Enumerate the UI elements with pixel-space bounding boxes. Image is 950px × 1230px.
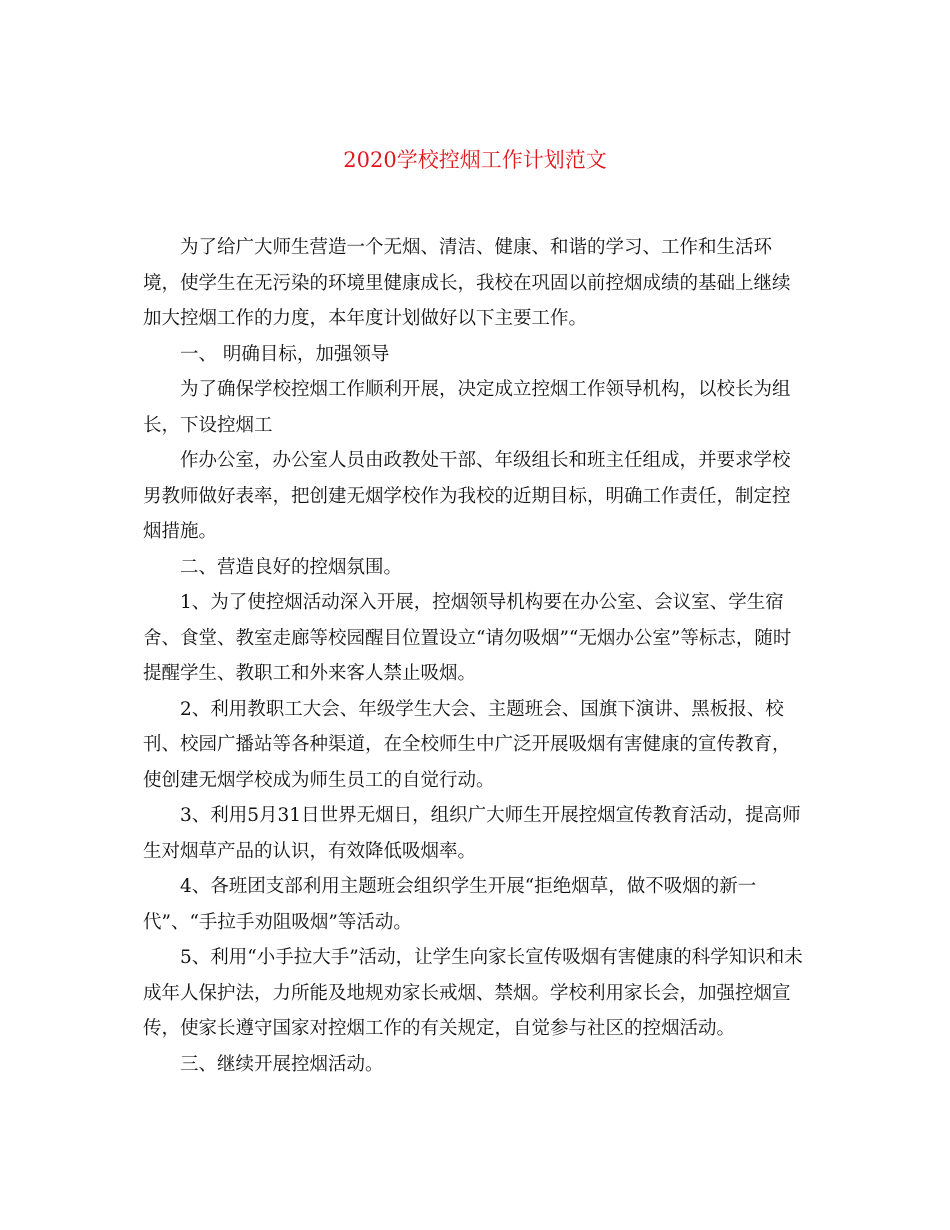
section-heading-3: 三、继续开展控烟活动。 xyxy=(180,1053,384,1075)
section-heading-1: 一、 明确目标，加强领导 xyxy=(180,343,390,365)
list-item-5: 5、利用“小手拉大手”活动，让学生向家长宣传吸烟有害健康的科学知识和未成年人保护法，力所能及地规劝家长戒烟、禁烟。学校利用家长会，加强控烟宣传，使家长遵守国家对控烟工作的有关规定，自觉参与社区的控烟活动。 xyxy=(143,947,803,1039)
section-heading-2: 二、营造良好的控烟氛围。 xyxy=(180,556,403,578)
document-body xyxy=(143,230,807,1082)
document-title: 2020学校控烟工作计划范文 xyxy=(343,148,607,172)
list-item-3: 3、利用5月31日世界无烟日，组织广大师生开展控烟宣传教育活动，提高师生对烟草产品的认识，有效降低吸烟率。 xyxy=(143,805,801,862)
list-item-1: 1、为了使控烟活动深入开展，控烟领导机构要在办公室、会议室、学生宿舍、食堂、教室走廊等校园醒目位置设立“请勿吸烟”“无烟办公室”等标志，随时提醒学生、教职工和外来客人禁止吸烟。 xyxy=(143,592,792,684)
body-paragraph: 为了确保学校控烟工作顺利开展，决定成立控烟工作领导机构，以校长为组长，下设控烟工 xyxy=(143,379,791,436)
list-item-2: 2、利用教职工大会、年级学生大会、主题班会、国旗下演讲、黑板报、校刊、校园广播站等各种渠道，在全校师生中广泛开展吸烟有害健康的宣传教育，使创建无烟学校成为师生员工的自觉行动。 xyxy=(143,698,791,791)
body-paragraph: 作办公室，办公室人员由政教处干部、年级组长和班主任组成，并要求学校男教师做好表率，把创建无烟学校作为我校的近期目标，明确工作责任，制定控烟措施。 xyxy=(143,450,791,542)
list-item-4: 4、各班团支部利用主题班会组织学生开展“拒绝烟草，做不吸烟的新一代”、“手拉手劝阻吸烟”等活动。 xyxy=(143,876,757,933)
intro-paragraph: 为了给广大师生营造一个无烟、清洁、健康、和谐的学习、工作和生活环境，使学生在无污染的环境里健康成长，我校在巩固以前控烟成绩的基础上继续加大控烟工作的力度，本年度计划做好以下主要工作。 xyxy=(143,237,791,329)
